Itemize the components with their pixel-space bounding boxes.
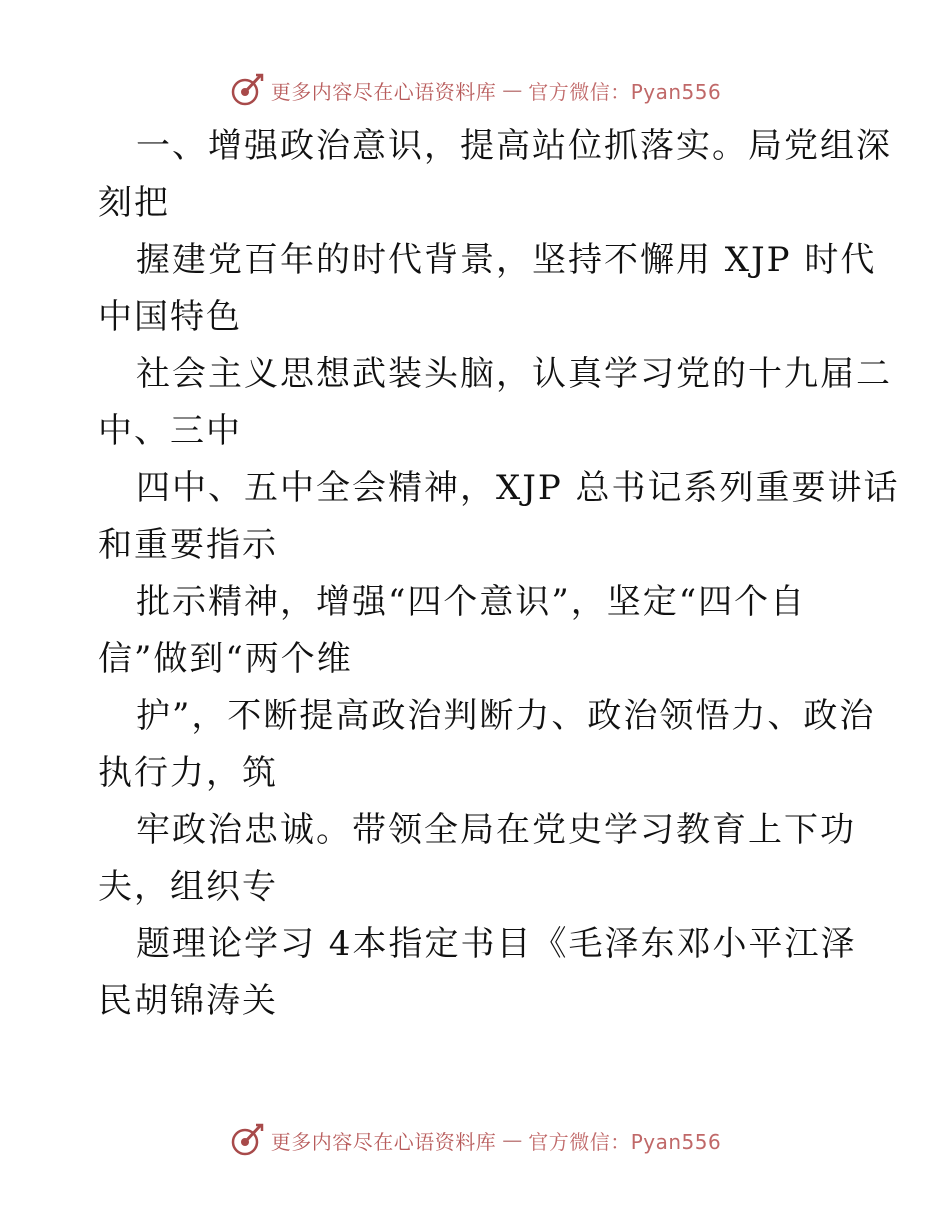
body-text-line: 社会主义思想武装头脑，认真学习党的十九届二 bbox=[136, 354, 892, 394]
body-text-line: 中国特色 bbox=[98, 297, 242, 337]
watermark-contact-text: 官方微信：Pyan556 bbox=[528, 1129, 722, 1154]
watermark-contact-text: 官方微信：Pyan556 bbox=[528, 79, 722, 104]
body-text-line: 批示精神，增强“四个意识”，坚定“四个自 bbox=[136, 582, 807, 622]
body-text-line: 题理论学习 4本指定书目《毛泽东邓小平江泽 bbox=[136, 924, 857, 964]
body-text-line: 护”，不断提高政治判断力、政治领悟力、政治 bbox=[136, 696, 876, 736]
body-text-line: 夫，组织专 bbox=[98, 867, 278, 907]
watermark-brand-text: 更多内容尽在心语资料库 bbox=[270, 79, 497, 104]
body-text-line: 握建党百年的时代背景，坚持不懈用 XJP 时代 bbox=[136, 240, 877, 280]
body-text-line: 信”做到“两个维 bbox=[98, 639, 353, 679]
body-text-line: 中、三中 bbox=[98, 411, 242, 451]
body-text-line: 一、增强政治意识，提高站位抓落实。局党组深 bbox=[136, 126, 892, 166]
brand-logo-icon bbox=[229, 1122, 265, 1158]
footer-watermark bbox=[0, 1120, 950, 1160]
watermark-separator: — bbox=[502, 78, 523, 102]
watermark-brand-text: 更多内容尽在心语资料库 bbox=[270, 1129, 497, 1154]
body-text-line: 和重要指示 bbox=[98, 525, 278, 565]
brand-logo-icon bbox=[229, 72, 265, 108]
body-text-line: 四中、五中全会精神，XJP 总书记系列重要讲话 bbox=[136, 468, 900, 508]
header-watermark bbox=[0, 70, 950, 110]
document-body bbox=[98, 118, 900, 1030]
body-text-line: 执行力，筑 bbox=[98, 753, 278, 793]
body-text-line: 刻把 bbox=[98, 183, 170, 223]
body-text-line: 牢政治忠诚。带领全局在党史学习教育上下功 bbox=[136, 810, 856, 850]
watermark-separator: — bbox=[502, 1128, 523, 1152]
body-text-line: 民胡锦涛关 bbox=[98, 981, 278, 1021]
